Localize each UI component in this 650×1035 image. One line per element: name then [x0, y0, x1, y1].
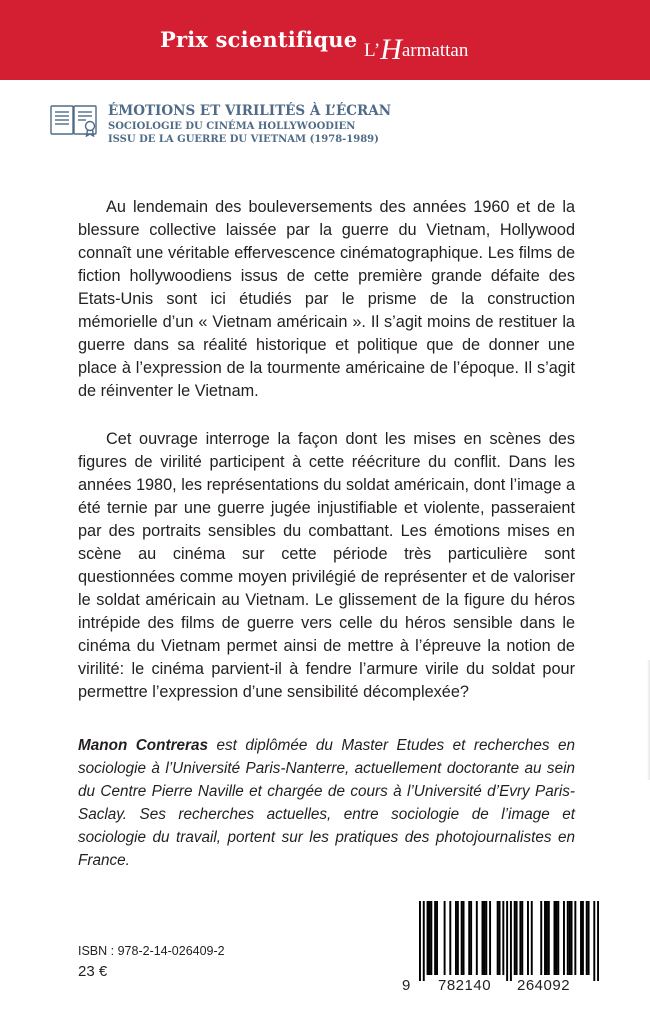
barcode-bar — [563, 901, 565, 975]
summary-paragraph-1: Au lendemain des bouleversements des années 1960 et de la blessure collective laissée par la guerre du Vietnam, Hollywood connaît une véritable effervescence cinématographique. Les films de fiction hollywoodiens issus de cette première grande défaite des Etats-Unis sont ici étudiés par le prisme de la construction mémorielle d’un « Vietnam américain ». Il s’agit moins de restituer la guerre dans sa réalité historique et politique que de donner une place à l’expression de la tourmente américaine de l’époque. Il s’agit de réinventer le Vietnam. — [78, 198, 575, 400]
barcode-bar — [463, 901, 465, 975]
barcode-bar — [428, 901, 430, 975]
barcode-bar — [571, 901, 573, 975]
barcode-bar — [557, 901, 559, 975]
barcode-bar — [482, 901, 484, 975]
barcode-bar — [468, 901, 470, 975]
barcode-bar — [521, 901, 523, 975]
price: 23 € — [78, 963, 108, 980]
top-banner — [0, 0, 650, 80]
barcode-bar — [588, 901, 590, 975]
barcode-bar — [582, 901, 584, 975]
barcode-bar — [434, 901, 436, 975]
barcode-bar — [427, 901, 429, 975]
isbn: ISBN : 978-2-14-026409-2 — [78, 944, 225, 958]
barcode-bar — [499, 901, 501, 975]
publisher-rest: armattan — [401, 40, 469, 61]
barcode-bar — [419, 901, 421, 981]
barcode-bar — [546, 901, 548, 975]
prize-label: Prix scientifique — [160, 27, 358, 52]
barcode-bar — [527, 901, 529, 975]
barcode-digits — [400, 977, 600, 995]
barcode-bars — [419, 901, 599, 981]
barcode-bar — [497, 901, 499, 975]
barcode-bar — [586, 901, 588, 975]
barcode-bar — [485, 901, 487, 975]
author-bio-text: est diplômée du Master Etudes et recherches en sociologie à l’Université Paris-Nanterre, actuellement doctorante au sein du Centre Pierre Naville et chargée de cours à l’Université d’Evry Paris-Saclay. Ses recherches actuelles, entre sociologie de l’image et sociologie du travail, portent sur les pratiques des photojournalistes en France. — [78, 737, 575, 869]
barcode-bar — [555, 901, 557, 975]
barcode — [400, 897, 600, 997]
barcode-bar — [470, 901, 472, 975]
barcode-bar — [593, 901, 595, 981]
series-subtitle-line2: ISSU DE LA GUERRE DU VIETNAM (1978-1989) — [108, 134, 379, 145]
barcode-bar — [531, 901, 533, 975]
barcode-bar — [514, 901, 516, 975]
publisher-logo — [364, 30, 468, 64]
barcode-bar — [544, 901, 546, 975]
barcode-bar — [567, 901, 569, 975]
publisher-initial: H — [380, 33, 402, 66]
publisher-prefix: L’ — [364, 40, 381, 61]
barcode-bar — [506, 901, 508, 981]
barcode-bar — [483, 901, 485, 975]
barcode-bar — [489, 901, 491, 975]
barcode-bar — [540, 901, 542, 975]
series-title: ÉMOTIONS ET VIRILITÉS À L’ÉCRAN — [108, 103, 392, 119]
barcode-bar — [597, 901, 599, 981]
barcode-digit-first: 9 — [402, 977, 411, 994]
barcode-bar — [423, 901, 425, 981]
summary-paragraph-2: Cet ouvrage interroge la façon dont les mises en scènes des figures de virilité participent à cette réécriture du conflit. Dans les années 1980, les représentations du soldat américain, dont l’image a été ternie par une guerre jugée injustifiable et violente, passeraient par des portraits sensibles du combattant. Les émotions mises en scène au cinéma sur cette période très particulière sont questionnées comme moyen privilégié de représenter et de valoriser le soldat américain au Vietnam. Le glissement de la figure du héros intrépide des films de guerre vers celle du héros sensible dans le cinéma du Vietnam permet ainsi de mettre à l’épreuve la notion de virilité: le cinéma parvient-il à fendre l’armure virile du soldat pour permettre l’expression d’une sensibilité décomplexée? — [78, 430, 575, 701]
barcode-bar — [548, 901, 550, 975]
barcode-bar — [444, 901, 446, 975]
author-bio — [78, 734, 575, 872]
barcode-bar — [436, 901, 438, 975]
barcode-bar — [455, 901, 457, 975]
barcode-bar — [516, 901, 518, 975]
barcode-bar — [457, 901, 459, 975]
barcode-bar — [461, 901, 463, 975]
series-subtitle-line1: SOCIOLOGIE DU CINÉMA HOLLYWOODIEN — [108, 121, 356, 132]
barcode-bar — [554, 901, 556, 975]
barcode-bar — [510, 901, 512, 981]
barcode-bar — [502, 901, 504, 975]
barcode-bar — [449, 901, 451, 975]
barcode-bar — [430, 901, 432, 975]
book-certificate-icon — [50, 103, 100, 137]
barcode-digits-right: 264092 — [517, 977, 571, 994]
barcode-bar — [569, 901, 571, 975]
barcode-bar — [476, 901, 478, 975]
barcode-bar — [580, 901, 582, 975]
author-name: Manon Contreras — [78, 737, 208, 754]
barcode-bar — [574, 901, 576, 975]
barcode-bar — [519, 901, 521, 975]
barcode-digits-left: 782140 — [438, 977, 492, 994]
series-block — [108, 103, 391, 146]
